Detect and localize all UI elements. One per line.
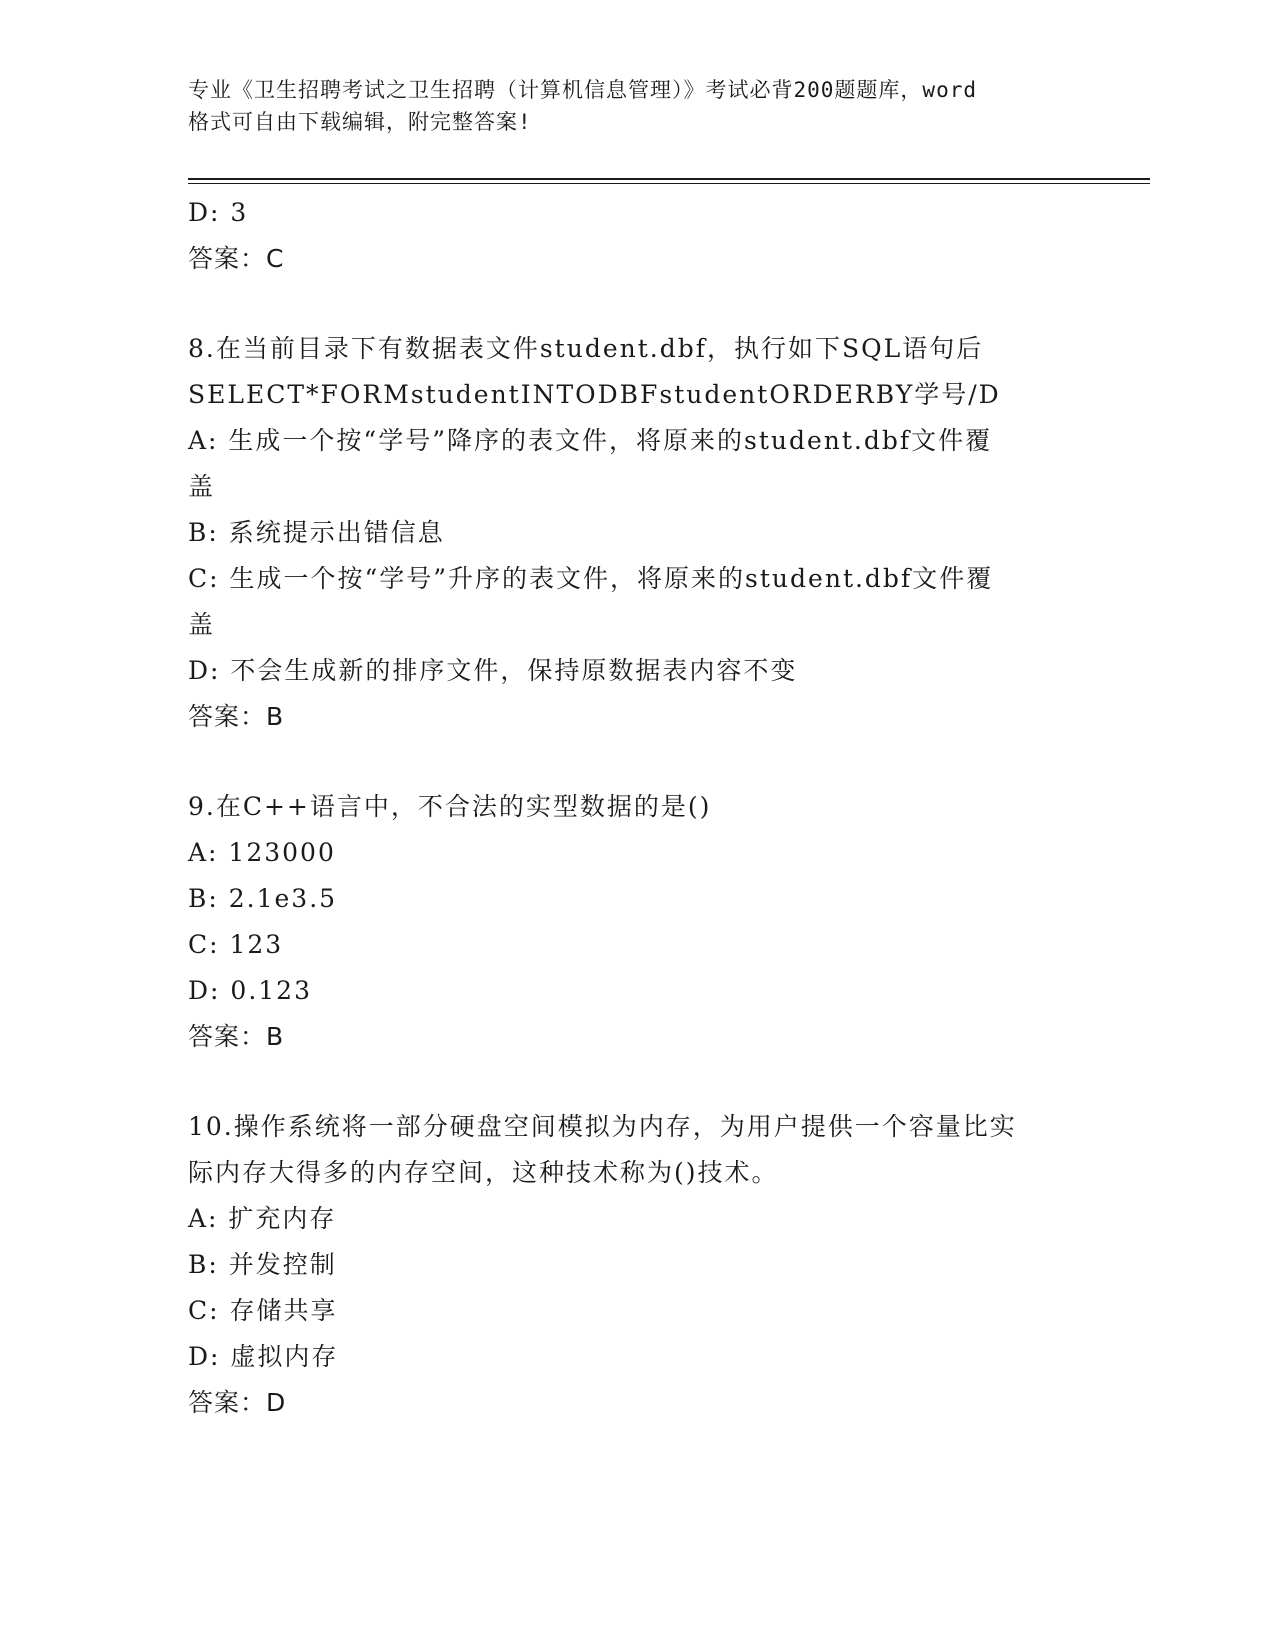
q9-option-d: D: 0.123 <box>188 976 312 1005</box>
q8-option-b: B: 系统提示出错信息 <box>188 518 445 547</box>
q8-option-c-line-1: C: 生成一个按“学号”升序的表文件，将原来的student.dbf文件覆 <box>188 564 994 593</box>
q7-option-d: D: 3 <box>188 198 249 227</box>
question-10 <box>188 1104 1088 1426</box>
page-header <box>188 74 1088 138</box>
q8-answer: 答案：B <box>188 702 285 731</box>
q10-option-a: A: 扩充内存 <box>188 1204 337 1233</box>
q8-option-a-line-1: A: 生成一个按“学号”降序的表文件，将原来的student.dbf文件覆 <box>188 426 993 455</box>
q9-stem: 9.在C++语言中，不合法的实型数据的是() <box>188 792 712 821</box>
q9-option-b: B: 2.1e3.5 <box>188 884 338 913</box>
q10-stem-line-1: 10.操作系统将一部分硬盘空间模拟为内存，为用户提供一个容量比实 <box>188 1112 1017 1141</box>
q9-option-a: A: 123000 <box>188 838 336 867</box>
question-8 <box>188 326 1088 740</box>
q9-answer: 答案：B <box>188 1022 285 1051</box>
spacer <box>188 740 1088 784</box>
q7-answer: 答案：C <box>188 244 285 273</box>
spacer <box>188 1060 1088 1104</box>
question-list <box>188 190 1088 1426</box>
q8-option-d: D: 不会生成新的排序文件，保持原数据表内容不变 <box>188 656 798 685</box>
q10-option-d: D: 虚拟内存 <box>188 1342 339 1371</box>
q8-option-a-line-2: 盖 <box>188 472 216 501</box>
q8-stem-line-2: SELECT*FORMstudentINTODBFstudentORDERBY学号/D <box>188 380 1001 409</box>
question-7-tail <box>188 190 1088 282</box>
header-divider-thick <box>188 178 1150 180</box>
q8-stem-line-1: 8.在当前目录下有数据表文件student.dbf，执行如下SQL语句后 <box>188 334 984 363</box>
q10-option-b: B: 并发控制 <box>188 1250 337 1279</box>
q10-stem-line-2: 际内存大得多的内存空间，这种技术称为()技术。 <box>188 1158 779 1187</box>
q10-option-c: C: 存储共享 <box>188 1296 338 1325</box>
q8-option-c-line-2: 盖 <box>188 610 216 639</box>
q9-option-c: C: 123 <box>188 930 284 959</box>
spacer <box>188 282 1088 326</box>
header-line-1: 专业《卫生招聘考试之卫生招聘（计算机信息管理）》考试必背200题题库，word <box>188 78 977 102</box>
question-9 <box>188 784 1088 1060</box>
header-line-2: 格式可自由下载编辑，附完整答案! <box>188 110 532 134</box>
header-divider-thin <box>188 183 1150 184</box>
q10-answer: 答案：D <box>188 1388 287 1417</box>
